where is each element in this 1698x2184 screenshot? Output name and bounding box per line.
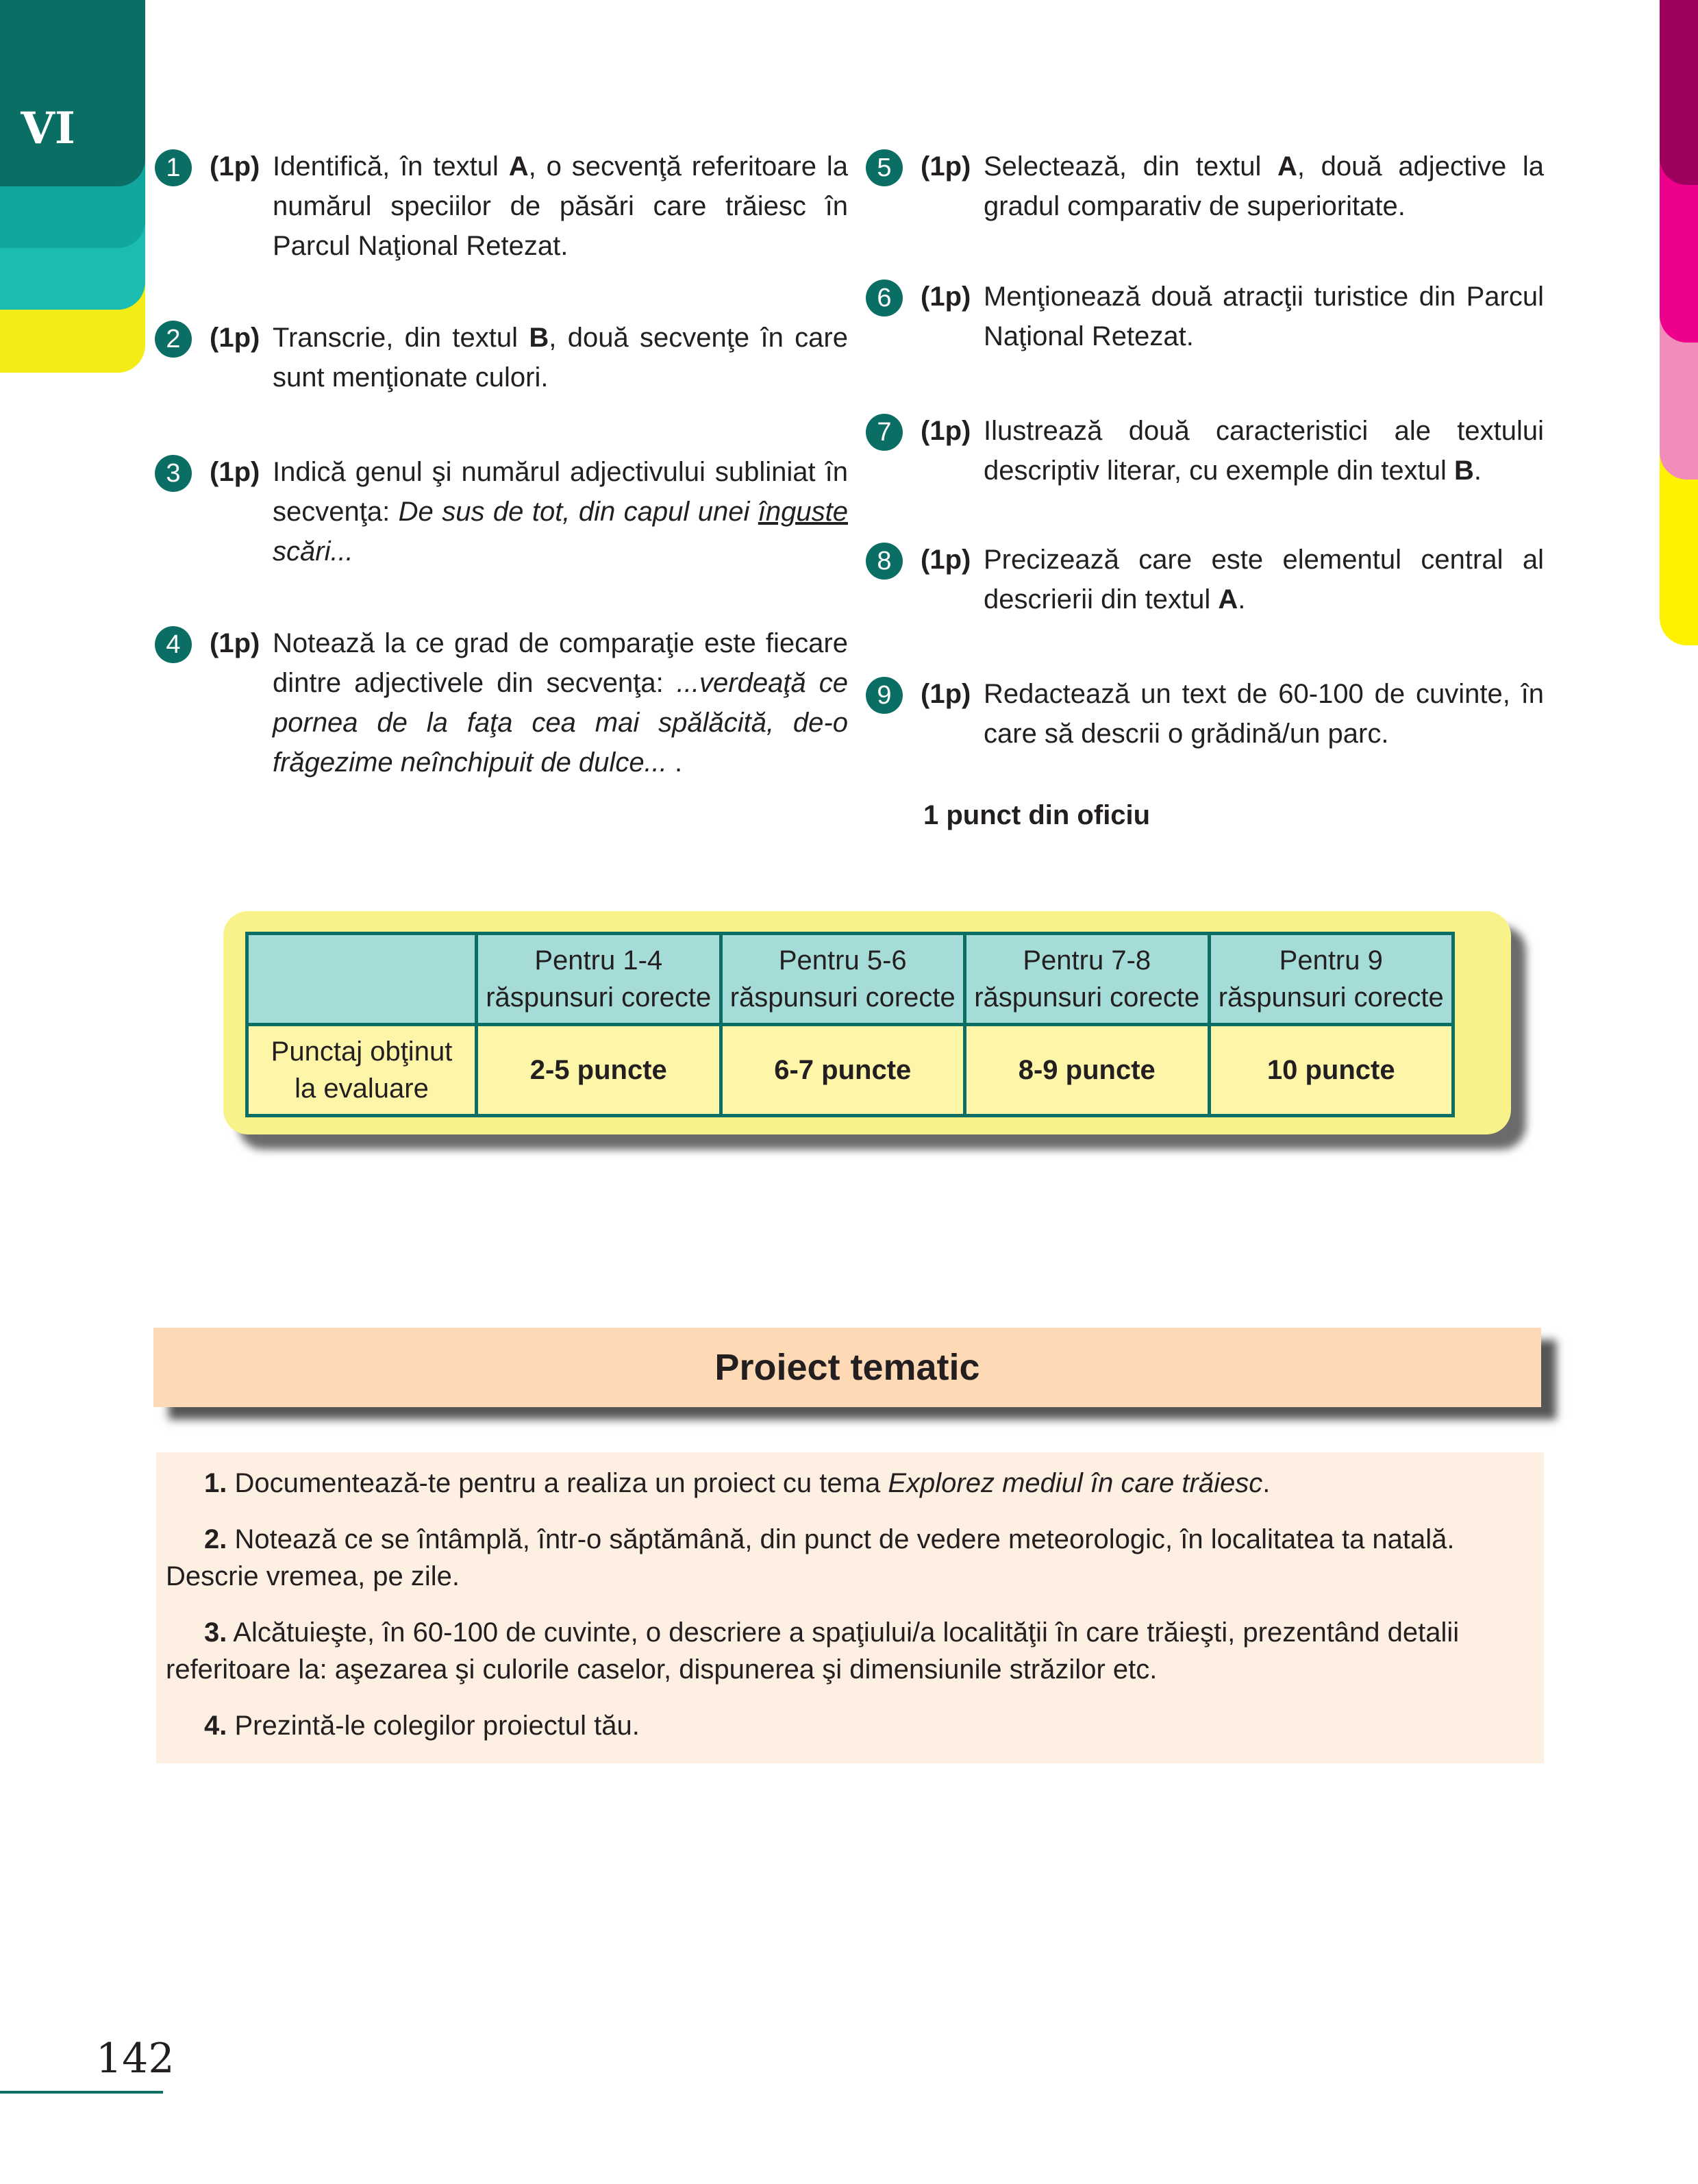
question-item <box>866 277 1544 356</box>
list-item: 1. Documentează-te pentru a realiza un proiect cu tema Explorez mediul în care trăiesc. <box>204 1468 1271 1498</box>
question-number: 8 <box>866 543 903 580</box>
question-item <box>155 318 848 397</box>
question-points: (1p) <box>210 151 260 182</box>
question-points: (1p) <box>921 282 971 312</box>
question-text: Indică genul şi numărul adjectivului subliniat în secvenţa: De sus de tot, din capul unei înguste scări... <box>273 457 848 567</box>
question-text: Selectează, din textul A, două adjective la gradul comparativ de superioritate. <box>984 151 1544 221</box>
project-body <box>156 1452 1544 1763</box>
table-cell: 6-7 puncte <box>721 1025 965 1116</box>
page-number: 142 <box>96 2035 175 2083</box>
question-points: (1p) <box>210 628 260 658</box>
table-corner-cell <box>247 934 477 1025</box>
question-number: 4 <box>155 626 192 663</box>
chapter-label: VI <box>21 103 75 154</box>
question-item <box>866 411 1544 491</box>
project-title: Proiect tematic <box>153 1328 1541 1407</box>
question-item <box>155 147 848 266</box>
question-item <box>866 540 1544 619</box>
question-points: (1p) <box>921 416 971 446</box>
side-bar-dark-magenta <box>1660 0 1698 185</box>
question-points: (1p) <box>921 679 971 709</box>
question-text: Transcrie, din textul B, două secvenţe în care sunt menţionate culori. <box>273 323 848 393</box>
question-text: Precizează care este elementul central al descrierii din textul A. <box>984 545 1544 615</box>
question-number: 1 <box>155 149 192 186</box>
table-row <box>247 934 1453 1025</box>
score-table <box>245 932 1455 1117</box>
question-points: (1p) <box>210 457 260 487</box>
page-number-rule <box>0 2091 163 2094</box>
question-item <box>155 452 848 571</box>
question-number: 5 <box>866 149 903 186</box>
question-points: (1p) <box>921 545 971 575</box>
question-item <box>866 674 1544 754</box>
list-item: 4. Prezintă-le colegilor proiectul tău. <box>204 1711 640 1741</box>
question-text: Ilustrează două caracteristici ale textului descriptiv literar, cu exemple din textul B. <box>984 416 1544 486</box>
question-number: 9 <box>866 677 903 714</box>
table-row <box>247 1025 1453 1116</box>
table-cell: 8-9 puncte <box>965 1025 1210 1116</box>
question-text: Redactează un text de 60-100 de cuvinte, în care să descrii o grădină/un parc. <box>984 679 1544 749</box>
oficiu-note: 1 punct din oficiu <box>923 800 1151 830</box>
table-header-cell: Pentru 9 răspunsuri corecte <box>1209 934 1453 1025</box>
question-text: Identifică, în textul A, o secvenţă referitoare la numărul speciilor de păsări care trăiesc în Parcul Naţional Retezat. <box>273 151 848 261</box>
list-item: 2. Notează ce se întâmplă, într-o săptămână, din punct de vedere meteorologic, în localitatea ta natală. Descrie vremea, pe zile. <box>166 1524 1455 1591</box>
table-cell: 2-5 puncte <box>477 1025 721 1116</box>
question-number: 3 <box>155 455 192 492</box>
list-item: 3. Alcătuieşte, în 60-100 de cuvinte, o descriere a spaţiului/a localităţii în care trăieşti, prezentând detalii referitoare la: aşezarea şi culorile caselor, dispunerea şi dimensiunile străzilor etc. <box>166 1617 1460 1685</box>
chapter-tab <box>0 0 145 186</box>
question-points: (1p) <box>921 151 971 182</box>
question-text: Notează la ce grad de comparaţie este fiecare dintre adjectivele din secvenţa: ...verdeaţă ce pornea de la faţa cea mai spălăcită, de-o frăgezime neînchipuit de dulce... . <box>273 628 848 778</box>
table-cell: 10 puncte <box>1209 1025 1453 1116</box>
question-points: (1p) <box>210 323 260 353</box>
table-row-label: Punctaj obţinut la evaluare <box>247 1025 477 1116</box>
question-item <box>155 623 848 782</box>
question-text: Menţionează două atracţii turistice din Parcul Naţional Retezat. <box>984 282 1544 351</box>
question-number: 7 <box>866 414 903 451</box>
question-number: 2 <box>155 321 192 358</box>
question-number: 6 <box>866 280 903 317</box>
table-header-cell: Pentru 7-8 răspunsuri corecte <box>965 934 1210 1025</box>
table-header-cell: Pentru 1-4 răspunsuri corecte <box>477 934 721 1025</box>
question-item <box>866 147 1544 226</box>
table-header-cell: Pentru 5-6 răspunsuri corecte <box>721 934 965 1025</box>
